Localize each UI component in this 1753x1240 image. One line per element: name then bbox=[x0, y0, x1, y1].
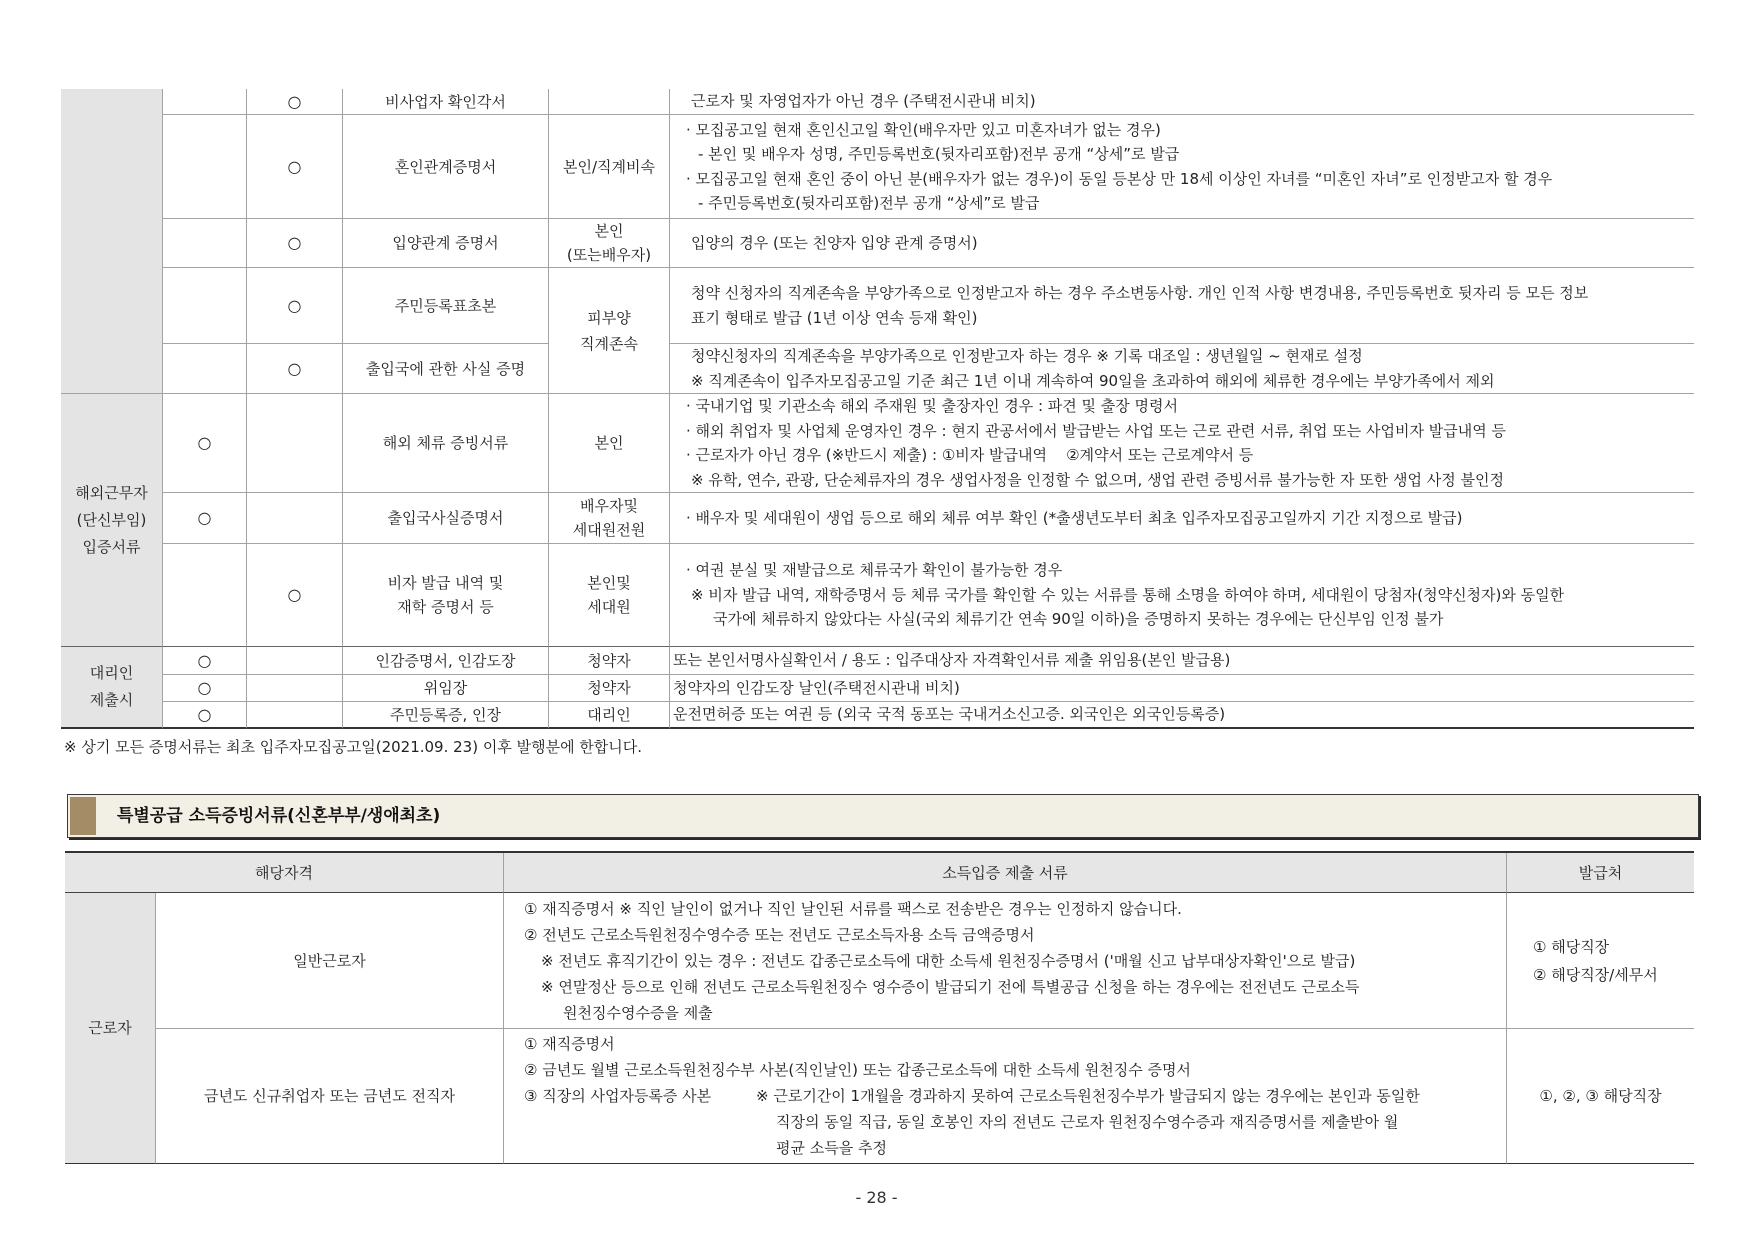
remark-line: · 배우자 및 세대원이 생업 등으로 해외 체류 여부 확인 (*출생년도부터 최초 입주자모집공고일까지 기간 지정으로 발급) bbox=[686, 508, 1463, 527]
check-mark: ○ bbox=[246, 268, 342, 344]
check-mark: ○ bbox=[162, 493, 246, 544]
target-line: 배우자및 bbox=[580, 497, 638, 515]
worker-type: 금년도 신규취업자 또는 금년도 전직자 bbox=[155, 1029, 503, 1164]
remarks bbox=[669, 394, 1694, 493]
remark-line: 청약신청자의 직계존속을 부양가족으로 인정받고자 하는 경우 ※ 기록 대조일 : 생년월일 ~ 현재로 설정 bbox=[691, 347, 1363, 365]
check-mark: ○ bbox=[162, 647, 246, 675]
document-name: 비사업자 확인각서 bbox=[342, 89, 548, 115]
issuance-target bbox=[548, 115, 669, 219]
remarks bbox=[669, 647, 1694, 675]
document-line: 원천징수영수증을 제출 bbox=[563, 1003, 713, 1022]
remark-line: · 해외 취업자 및 사업체 운영자인 경우 : 현지 관공서에서 발급받는 사업 또는 근로 관련 서류, 취업 또는 사업비자 발급내역 등 bbox=[686, 421, 1506, 440]
section-marker-square bbox=[70, 797, 96, 835]
check-mark: ○ bbox=[162, 394, 246, 493]
issuance-target bbox=[548, 394, 669, 493]
header-issuer: 발급처 bbox=[1506, 853, 1694, 893]
remarks bbox=[669, 675, 1694, 702]
empty-cell bbox=[246, 493, 342, 544]
category-label-line: 제출시 bbox=[89, 691, 134, 709]
remark-line: · 국내기업 및 기관소속 해외 주재원 및 출장자인 경우 : 파견 및 출장 명령서 bbox=[686, 397, 1179, 415]
empty-cell bbox=[162, 544, 246, 647]
document-name bbox=[342, 544, 548, 647]
income-proof-table bbox=[65, 851, 1694, 1164]
remark-line: 국가에 체류하지 않았다는 사실(국외 체류기간 연속 90일 이하)을 증명하지 못하는 경우에는 단신부임 인정 불가 bbox=[713, 610, 1444, 629]
target-line: 대리인 bbox=[587, 705, 631, 724]
target-line: (또는배우자) bbox=[566, 246, 652, 264]
document-name: 입양관계 증명서 bbox=[342, 219, 548, 268]
document-line: 직장의 동일 직급, 동일 호봉인 자의 전년도 근로자 원천징수영수증과 재직증명서를 제출받아 월 bbox=[776, 1113, 1399, 1131]
empty-cell bbox=[246, 647, 342, 675]
document-name: 위임장 bbox=[342, 675, 548, 702]
empty-cell bbox=[246, 394, 342, 493]
remark-line: ※ 유학, 연수, 관광, 단순체류자의 경우 생업사정을 인정할 수 없으며, 생업 관련 증빙서류 불가능한 자 또한 생업 사정 불인정 bbox=[691, 470, 1504, 489]
empty-cell bbox=[162, 219, 246, 268]
empty-cell bbox=[548, 89, 669, 115]
remark-line: 입양의 경우 (또는 친양자 입양 관계 증명서) bbox=[691, 233, 978, 252]
remark-line: 운전면허증 또는 여권 등 (외국 국적 동포는 국내거소신고증. 외국인은 외국인등록증) bbox=[673, 705, 1226, 724]
remarks bbox=[669, 115, 1694, 219]
document-line: ② 전년도 근로소득원천징수영수증 또는 전년도 근로소득자용 소득 금액증명서 bbox=[524, 925, 1035, 944]
document-name: 해외 체류 증빙서류 bbox=[342, 394, 548, 493]
issuance-target bbox=[548, 493, 669, 544]
remark-line: - 주민등록번호(뒷자리포함)전부 공개 “상세”로 발급 bbox=[698, 194, 1040, 212]
check-mark: ○ bbox=[162, 675, 246, 702]
document-line: ① 재직증명서 ※ 직인 날인이 없거나 직인 날인된 서류를 팩스로 전송받은 경우는 인정하지 않습니다. bbox=[524, 899, 1182, 918]
target-line: 본인 bbox=[594, 222, 624, 240]
category-overseas-workers bbox=[61, 394, 162, 647]
required-documents-table bbox=[61, 89, 1694, 729]
category-label-line: 입증서류 bbox=[82, 537, 141, 556]
remark-line: ※ 직계존속이 입주자모집공고일 기준 최근 1년 이내 계속하여 90일을 초과하여 해외에 체류한 경우에는 부양가족에서 제외 bbox=[691, 371, 1495, 390]
remark-line: ※ 비자 발급 내역, 재학증명서 등 체류 국가를 확인할 수 있는 서류를 통해 소명을 하여야 하며, 세대원이 당첨자(청약신청자)와 동일한 bbox=[691, 585, 1565, 604]
issuer-line: ①, ②, ③ 해당직장 bbox=[1539, 1087, 1662, 1105]
page-number: - 28 - bbox=[855, 1188, 898, 1207]
remark-line: 청약자의 인감도장 날인(주택전시관내 비치) bbox=[673, 678, 960, 697]
target-line: 청약자 bbox=[587, 679, 631, 697]
issuance-target bbox=[548, 702, 669, 729]
empty-cell bbox=[246, 702, 342, 729]
remarks bbox=[669, 268, 1694, 344]
check-mark: ○ bbox=[246, 89, 342, 115]
remarks bbox=[669, 702, 1694, 729]
document-line: ※ 전년도 휴직기간이 있는 경우 : 전년도 갑종근로소득에 대한 소득세 원천징수증명서 ('매월 신고 납부대상자확인'으로 발급) bbox=[541, 951, 1356, 970]
document-name: 주민등록표초본 bbox=[342, 268, 548, 344]
header-eligibility: 해당자격 bbox=[65, 853, 503, 893]
remark-line: · 모집공고일 현재 혼인신고일 확인(배우자만 있고 미혼자녀가 없는 경우) bbox=[686, 120, 1161, 139]
target-line: 본인및 bbox=[587, 574, 631, 592]
remark-line: · 여권 분실 및 재발급으로 체류국가 확인이 불가능한 경우 bbox=[686, 561, 1063, 580]
issuer bbox=[1506, 1029, 1694, 1164]
document-name: 혼인관계증명서 bbox=[342, 115, 548, 219]
target-line: 세대원전원 bbox=[572, 521, 646, 539]
category-label-line: (단신부임) bbox=[76, 510, 147, 529]
category-worker: 근로자 bbox=[65, 893, 155, 1164]
remark-line: 표기 형태로 발급 (1년 이상 연속 등재 확인) bbox=[691, 308, 978, 327]
document-line: ③ 직장의 사업자등록증 사본 bbox=[524, 1087, 712, 1105]
section-header bbox=[67, 794, 1699, 838]
document-name-line: 비자 발급 내역 및 bbox=[387, 574, 504, 592]
income-documents bbox=[503, 1029, 1506, 1164]
document-note: ※ 근로기간이 1개월을 경과하지 못하여 근로소득원천징수부가 발급되지 않는 경우에는 본인과 동일한 bbox=[756, 1087, 1420, 1105]
remark-line: · 모집공고일 현재 혼인 중이 아닌 분(배우자가 없는 경우)이 동일 등본상 만 18세 이상인 자녀를 “미혼인 자녀”로 인정받고자 할 경우 bbox=[686, 169, 1553, 188]
worker-type: 일반근로자 bbox=[155, 893, 503, 1029]
check-mark: ○ bbox=[246, 344, 342, 394]
remark-line: 근로자 및 자영업자가 아닌 경우 (주택전시관내 비치) bbox=[691, 92, 1036, 111]
document-name: 인감증명서, 인감도장 bbox=[342, 647, 548, 675]
check-mark: ○ bbox=[246, 544, 342, 647]
issuance-target bbox=[548, 675, 669, 702]
section-title: 특별공급 소득증빙서류(신혼부부/생애최초) bbox=[117, 806, 441, 826]
category-label-line: 대리인 bbox=[89, 664, 134, 682]
issuance-target-dependent-ascendant bbox=[548, 268, 669, 394]
empty-cell bbox=[162, 268, 246, 344]
income-documents bbox=[503, 893, 1506, 1029]
empty-cell bbox=[162, 344, 246, 394]
document-line: 평균 소득을 추정 bbox=[776, 1139, 887, 1157]
target-line: 피부양 bbox=[587, 308, 631, 327]
issuance-target bbox=[548, 647, 669, 675]
remark-line: 또는 본인서명사실확인서 / 용도 : 입주대상자 자격확인서류 제출 위임용(본인 발급용) bbox=[673, 651, 1231, 670]
check-mark: ○ bbox=[162, 702, 246, 729]
issuer-line: ① 해당직장 bbox=[1533, 937, 1610, 956]
target-line: 직계존속 bbox=[580, 334, 638, 353]
remarks bbox=[669, 89, 1694, 115]
document-line: ※ 연말정산 등으로 인해 전년도 근로소득원천징수 영수증이 발급되기 전에 특별공급 신청을 하는 경우에는 전전년도 근로소득 bbox=[541, 977, 1360, 996]
table-footnote: ※ 상기 모든 증명서류는 최초 입주자모집공고일(2021.09. 23) 이후 발행분에 한합니다. bbox=[64, 738, 643, 756]
issuer bbox=[1506, 893, 1694, 1029]
document-line-compound bbox=[524, 1083, 1420, 1109]
document-name-line: 재학 증명서 등 bbox=[397, 598, 494, 616]
issuer-line: ② 해당직장/세무서 bbox=[1533, 965, 1658, 984]
category-label-line: 해외근무자 bbox=[75, 483, 148, 502]
remarks bbox=[669, 344, 1694, 394]
remark-line: 청약 신청자의 직계존속을 부양가족으로 인정받고자 하는 경우 주소변동사항. 개인 인적 사항 변경내용, 주민등록번호 뒷자리 등 모든 정보 bbox=[691, 284, 1589, 302]
category-proxy-submission bbox=[61, 647, 162, 729]
category-cell-continued bbox=[61, 89, 162, 394]
target-line: 본인 bbox=[594, 434, 624, 452]
target-line: 본인/직계비속 bbox=[563, 157, 655, 176]
document-line: ② 금년도 월별 근로소득원천징수부 사본(직인날인) 또는 갑종근로소득에 대한 소득세 원천징수 증명서 bbox=[524, 1061, 1191, 1079]
document-name: 출입국사실증명서 bbox=[342, 493, 548, 544]
empty-cell bbox=[162, 115, 246, 219]
check-mark: ○ bbox=[246, 115, 342, 219]
header-documents: 소득입증 제출 서류 bbox=[503, 853, 1506, 893]
check-mark: ○ bbox=[246, 219, 342, 268]
target-line: 청약자 bbox=[587, 651, 631, 670]
target-line: 세대원 bbox=[587, 598, 631, 616]
empty-cell bbox=[246, 675, 342, 702]
document-name: 출입국에 관한 사실 증명 bbox=[342, 344, 548, 394]
issuance-target bbox=[548, 544, 669, 647]
document-line: ① 재직증명서 bbox=[524, 1035, 615, 1053]
remarks bbox=[669, 219, 1694, 268]
issuance-target bbox=[548, 219, 669, 268]
remarks bbox=[669, 544, 1694, 647]
remark-line: · 근로자가 아닌 경우 (※반드시 제출) : ①비자 발급내역 ②계약서 또는 근로계약서 등 bbox=[686, 446, 1254, 464]
document-name: 주민등록증, 인장 bbox=[342, 702, 548, 729]
remark-line: - 본인 및 배우자 성명, 주민등록번호(뒷자리포함)전부 공개 “상세”로 발급 bbox=[698, 145, 1180, 163]
empty-cell bbox=[162, 89, 246, 115]
remarks bbox=[669, 493, 1694, 544]
